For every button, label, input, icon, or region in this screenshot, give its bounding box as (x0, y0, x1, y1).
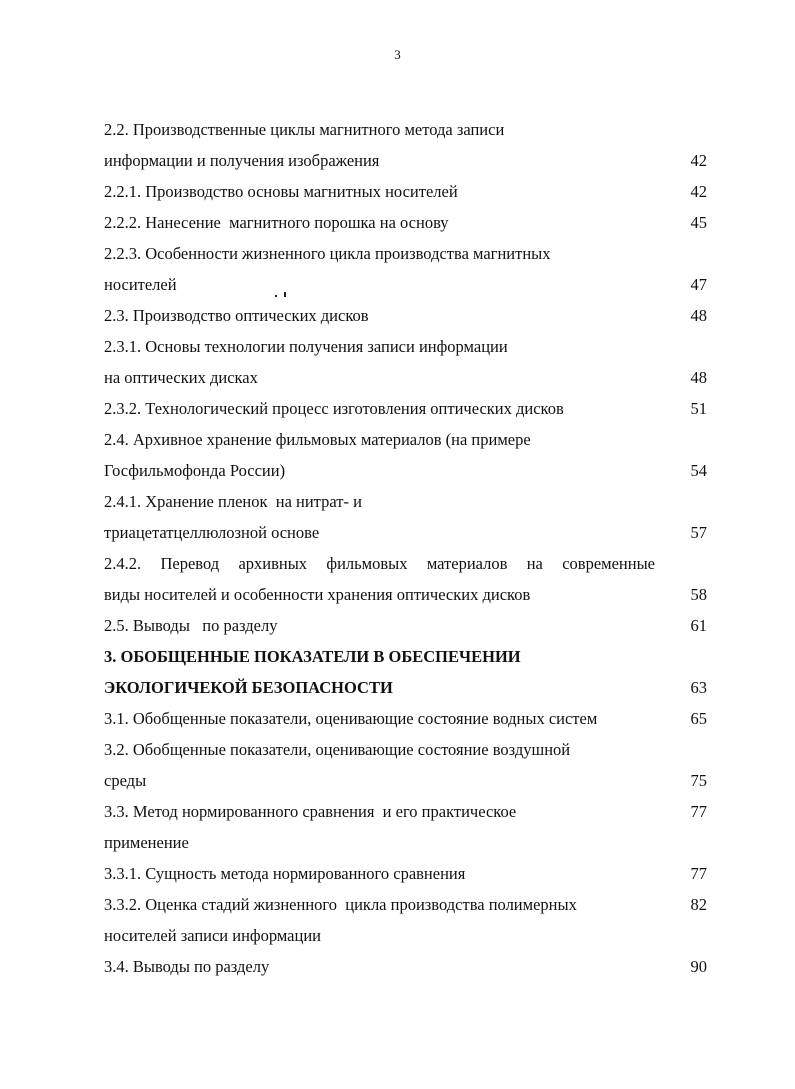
toc-line (104, 207, 707, 238)
toc-page-number: 47 (690, 275, 707, 294)
toc-chapter-heading: 3. ОБОБЩЕННЫЕ ПОКАЗАТЕЛИ В ОБЕСПЕЧЕНИИ (104, 647, 521, 666)
toc-page-number: 82 (690, 895, 707, 914)
toc-entry-text: 3.3. Метод нормированного сравнения и его практическое (104, 802, 517, 821)
toc-page-number: 61 (690, 616, 707, 635)
toc-page-number: 77 (690, 864, 707, 883)
toc-line (104, 703, 707, 734)
toc-line (104, 951, 707, 982)
toc-line (104, 238, 707, 269)
toc-page-number: 54 (690, 461, 707, 480)
toc-entry-text: 2.2.2. Нанесение магнитного порошка на основу (104, 213, 449, 232)
toc-line (104, 424, 707, 455)
toc-page-number: 42 (690, 182, 707, 201)
toc-page-number: 48 (690, 306, 707, 325)
toc-line (104, 114, 707, 145)
toc-entry-text: 2.3.2. Технологический процесс изготовления оптических дисков (104, 399, 564, 418)
toc-line (104, 579, 707, 610)
toc-entry-text: Госфильмофонда России) (104, 461, 286, 480)
toc-entry-text: 3.3.2. Оценка стадий жизненного цикла производства полимерных (104, 895, 577, 914)
toc-entry-text: виды носителей и особенности хранения оптических дисков (104, 585, 531, 604)
toc-line (104, 920, 707, 951)
toc-line (104, 300, 707, 331)
toc-page-number: 48 (690, 368, 707, 387)
toc-entry-text: среды (104, 771, 147, 790)
toc-entry-text: 2.4.1. Хранение пленок на нитрат- и (104, 492, 362, 511)
toc-entry-text: 2.2. Производственные циклы магнитного метода записи (104, 120, 505, 139)
toc-page-number: 45 (690, 213, 707, 232)
toc-entry-text: 3.2. Обобщенные показатели, оценивающие состояние воздушной (104, 740, 571, 759)
toc-line (104, 331, 707, 362)
toc-page-number: 57 (690, 523, 707, 542)
toc-entry-text: триацетатцеллюлозной основе (104, 523, 320, 542)
toc-page-number: 77 (690, 802, 707, 821)
toc-line (104, 362, 707, 393)
toc-page-number: 58 (690, 585, 707, 604)
table-of-contents (104, 114, 707, 982)
toc-line (104, 176, 707, 207)
toc-entry-text: 3.1. Обобщенные показатели, оценивающие состояние водных систем (104, 709, 598, 728)
toc-page-number: 65 (690, 709, 707, 728)
toc-line (104, 765, 707, 796)
toc-entry-text: 2.3. Производство оптических дисков (104, 306, 369, 325)
toc-line (104, 269, 707, 300)
toc-entry-text: 2.2.1. Производство основы магнитных носителей (104, 182, 458, 201)
toc-entry-text: на оптических дисках (104, 368, 258, 387)
toc-page-number: 42 (690, 151, 707, 170)
toc-line (104, 889, 707, 920)
page-number: 3 (394, 47, 401, 62)
toc-line (104, 610, 707, 641)
toc-line (104, 827, 707, 858)
toc-page-number: 75 (690, 771, 707, 790)
toc-line (104, 796, 707, 827)
toc-line (104, 455, 707, 486)
toc-line (104, 145, 707, 176)
toc-line (104, 734, 707, 765)
toc-entry-text: 3.4. Выводы по разделу (104, 957, 270, 976)
toc-line (104, 517, 707, 548)
toc-entry-text: 3.3.1. Сущность метода нормированного сравнения (104, 864, 466, 883)
toc-entry-text: 2.3.1. Основы технологии получения записи информации (104, 337, 508, 356)
toc-entry-text: 2.5. Выводы по разделу (104, 616, 278, 635)
toc-chapter-heading: ЭКОЛОГИЧЕКОЙ БЕЗОПАСНОСТИ (104, 678, 393, 697)
toc-line (104, 548, 707, 579)
toc-page-number: 51 (690, 399, 707, 418)
toc-entry-text: применение (104, 833, 189, 852)
toc-line (104, 486, 707, 517)
toc-page-number: 90 (690, 957, 707, 976)
toc-page-number: 63 (690, 678, 707, 697)
toc-heading-line (104, 672, 707, 703)
toc-entry-text: информации и получения изображения (104, 151, 380, 170)
toc-line (104, 858, 707, 889)
toc-entry-text: 2.4.2. Перевод архивных фильмовых материалов на современные (104, 554, 655, 573)
toc-entry-text: 2.4. Архивное хранение фильмовых материалов (на примере (104, 430, 531, 449)
toc-entry-text: носителей записи информации (104, 926, 321, 945)
toc-line (104, 393, 707, 424)
toc-heading-line (104, 641, 707, 672)
toc-entry-text: носителей (104, 275, 177, 294)
toc-entry-text: 2.2.3. Особенности жизненного цикла производства магнитных (104, 244, 551, 263)
